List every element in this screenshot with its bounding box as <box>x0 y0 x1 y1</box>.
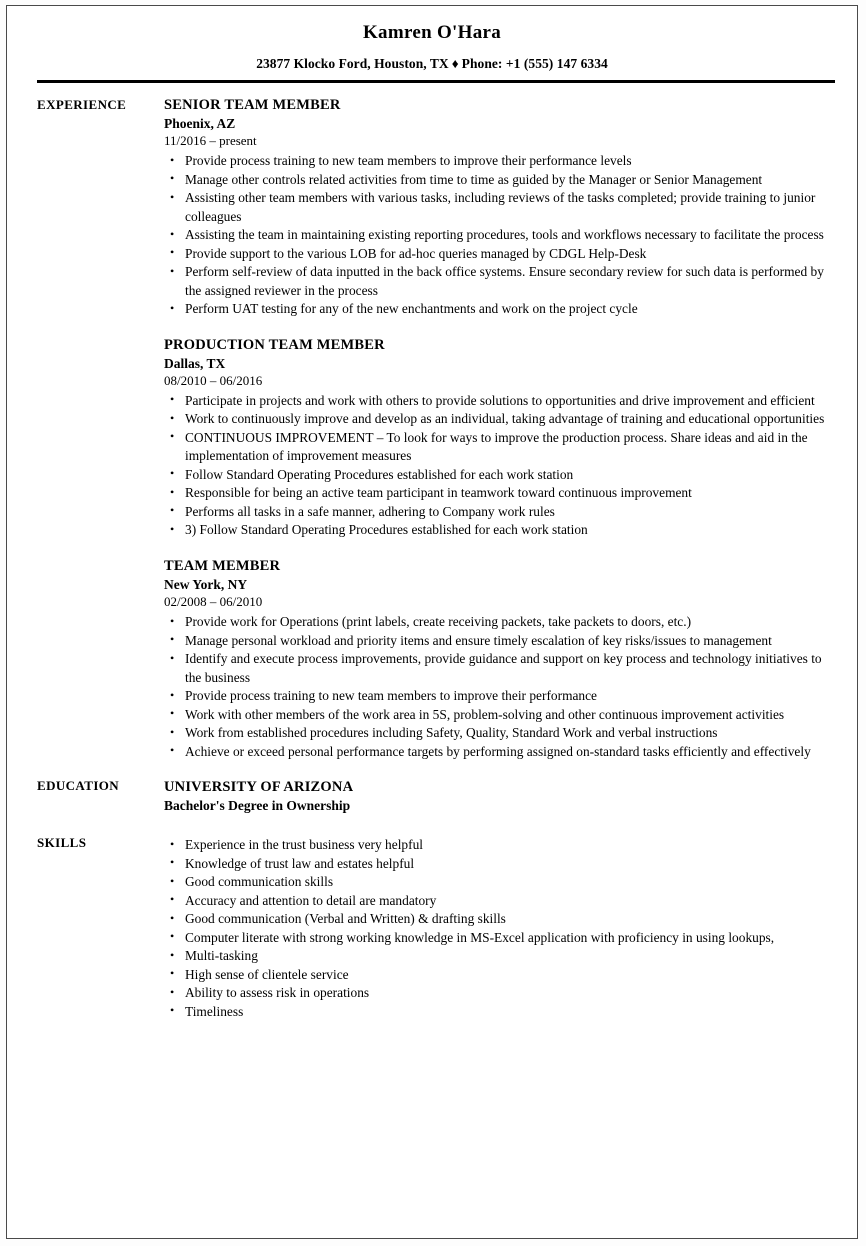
job-bullet: • Provide process training to new team members to improve their performance <box>164 687 831 706</box>
section-label-education: EDUCATION <box>37 778 120 794</box>
section-education <box>37 777 831 816</box>
job-bullet: • Work to continuously improve and develop as an individual, taking advantage of training and educational opportunities <box>164 410 831 429</box>
job-location: Dallas, TX <box>164 356 226 372</box>
contact-address: 23877 Klocko Ford, Houston, TX <box>256 55 449 71</box>
skill-bullet: • Multi-tasking <box>164 947 831 966</box>
job-bullet: • 3) Follow Standard Operating Procedures established for each work station <box>164 521 831 540</box>
section-label-experience: EXPERIENCE <box>37 96 127 112</box>
skill-bullet: • Ability to assess risk in operations <box>164 984 831 1003</box>
skill-bullet: • Good communication skills <box>164 873 831 892</box>
experience-entry <box>164 96 831 319</box>
job-dates: 02/2008 – 06/2010 <box>164 594 263 610</box>
resume-body <box>7 83 857 1021</box>
experience-entry <box>164 557 831 761</box>
skill-bullet: • Computer literate with strong working knowledge in MS-Excel application with proficiency in using lookups, <box>164 929 831 948</box>
job-bullet: • CONTINUOUS IMPROVEMENT – To look for ways to improve the production process. Share ideas and aid in the implementation of improvement measures <box>164 429 831 466</box>
job-bullet: • Participate in projects and work with others to provide solutions to opportunities and drive improvement and efficient <box>164 392 831 411</box>
job-location: Phoenix, AZ <box>164 116 236 132</box>
job-bullet: • Manage personal workload and priority items and ensure timely escalation of key risks/issues to management <box>164 632 831 651</box>
job-location: New York, NY <box>164 577 248 593</box>
job-bullet-list <box>164 613 831 761</box>
resume-header <box>7 6 857 72</box>
job-bullet: • Manage other controls related activities from time to time as guided by the Manager or Senior Management <box>164 171 831 190</box>
education-school: UNIVERSITY OF ARIZONA <box>164 779 354 796</box>
education-entry <box>164 777 831 816</box>
skills-entries <box>164 834 831 1021</box>
job-bullet-list <box>164 152 831 319</box>
job-title: TEAM MEMBER <box>164 557 281 574</box>
job-bullet: • Responsible for being an active team participant in teamwork toward continuous improvement <box>164 484 831 503</box>
job-bullet: • Provide process training to new team members to improve their performance levels <box>164 152 831 171</box>
job-bullet: • Provide support to the various LOB for ad-hoc queries managed by CDGL Help-Desk <box>164 245 831 264</box>
resume-page <box>6 5 858 1239</box>
section-experience <box>37 96 831 761</box>
skill-bullet: • Experience in the trust business very helpful <box>164 836 831 855</box>
job-bullet: • Identify and execute process improvements, provide guidance and support on key process and technology initiatives to the business <box>164 650 831 687</box>
job-bullet: • Follow Standard Operating Procedures established for each work station <box>164 466 831 485</box>
job-bullet: • Work from established procedures including Safety, Quality, Standard Work and verbal instructions <box>164 724 831 743</box>
job-bullet: • Perform self-review of data inputted in the back office systems. Ensure secondary review for such data is performed by the assigned reviewer in the process <box>164 263 831 300</box>
job-bullet: • Work with other members of the work area in 5S, problem-solving and other continuous improvement activities <box>164 706 831 725</box>
job-bullet-list <box>164 392 831 540</box>
job-dates: 08/2010 – 06/2016 <box>164 373 263 389</box>
skill-bullet: • Accuracy and attention to detail are mandatory <box>164 892 831 911</box>
job-bullet: • Performs all tasks in a safe manner, adhering to Company work rules <box>164 503 831 522</box>
experience-entry <box>164 336 831 540</box>
job-dates: 11/2016 – present <box>164 133 257 149</box>
job-bullet: • Assisting other team members with various tasks, including reviews of the tasks completed; provide training to junior colleagues <box>164 189 831 226</box>
job-bullet: • Perform UAT testing for any of the new enchantments and work on the project cycle <box>164 300 831 319</box>
section-label-skills: SKILLS <box>37 835 87 851</box>
job-title: PRODUCTION TEAM MEMBER <box>164 336 385 353</box>
education-degree: Bachelor's Degree in Ownership <box>164 798 351 814</box>
skill-bullet: • Good communication (Verbal and Written) & drafting skills <box>164 910 831 929</box>
skill-bullet: • Knowledge of trust law and estates helpful <box>164 855 831 874</box>
experience-entries <box>164 96 831 761</box>
job-title: SENIOR TEAM MEMBER <box>164 96 341 113</box>
contact-line <box>7 56 857 72</box>
skills-bullet-list <box>164 836 831 1021</box>
diamond-separator-icon: ♦ <box>451 55 459 71</box>
section-skills <box>37 834 831 1021</box>
job-bullet: • Provide work for Operations (print labels, create receiving packets, take packets to doors, etc.) <box>164 613 831 632</box>
job-bullet: • Assisting the team in maintaining existing reporting procedures, tools and workflows necessary to facilitate the process <box>164 226 831 245</box>
contact-phone: Phone: +1 (555) 147 6334 <box>461 55 608 71</box>
job-bullet: • Achieve or exceed personal performance targets by performing assigned on-standard tasks efficiently and effectively <box>164 743 831 762</box>
skill-bullet: • High sense of clientele service <box>164 966 831 985</box>
candidate-name: Kamren O'Hara <box>362 22 502 43</box>
skill-bullet: • Timeliness <box>164 1003 831 1022</box>
education-entries <box>164 777 831 816</box>
